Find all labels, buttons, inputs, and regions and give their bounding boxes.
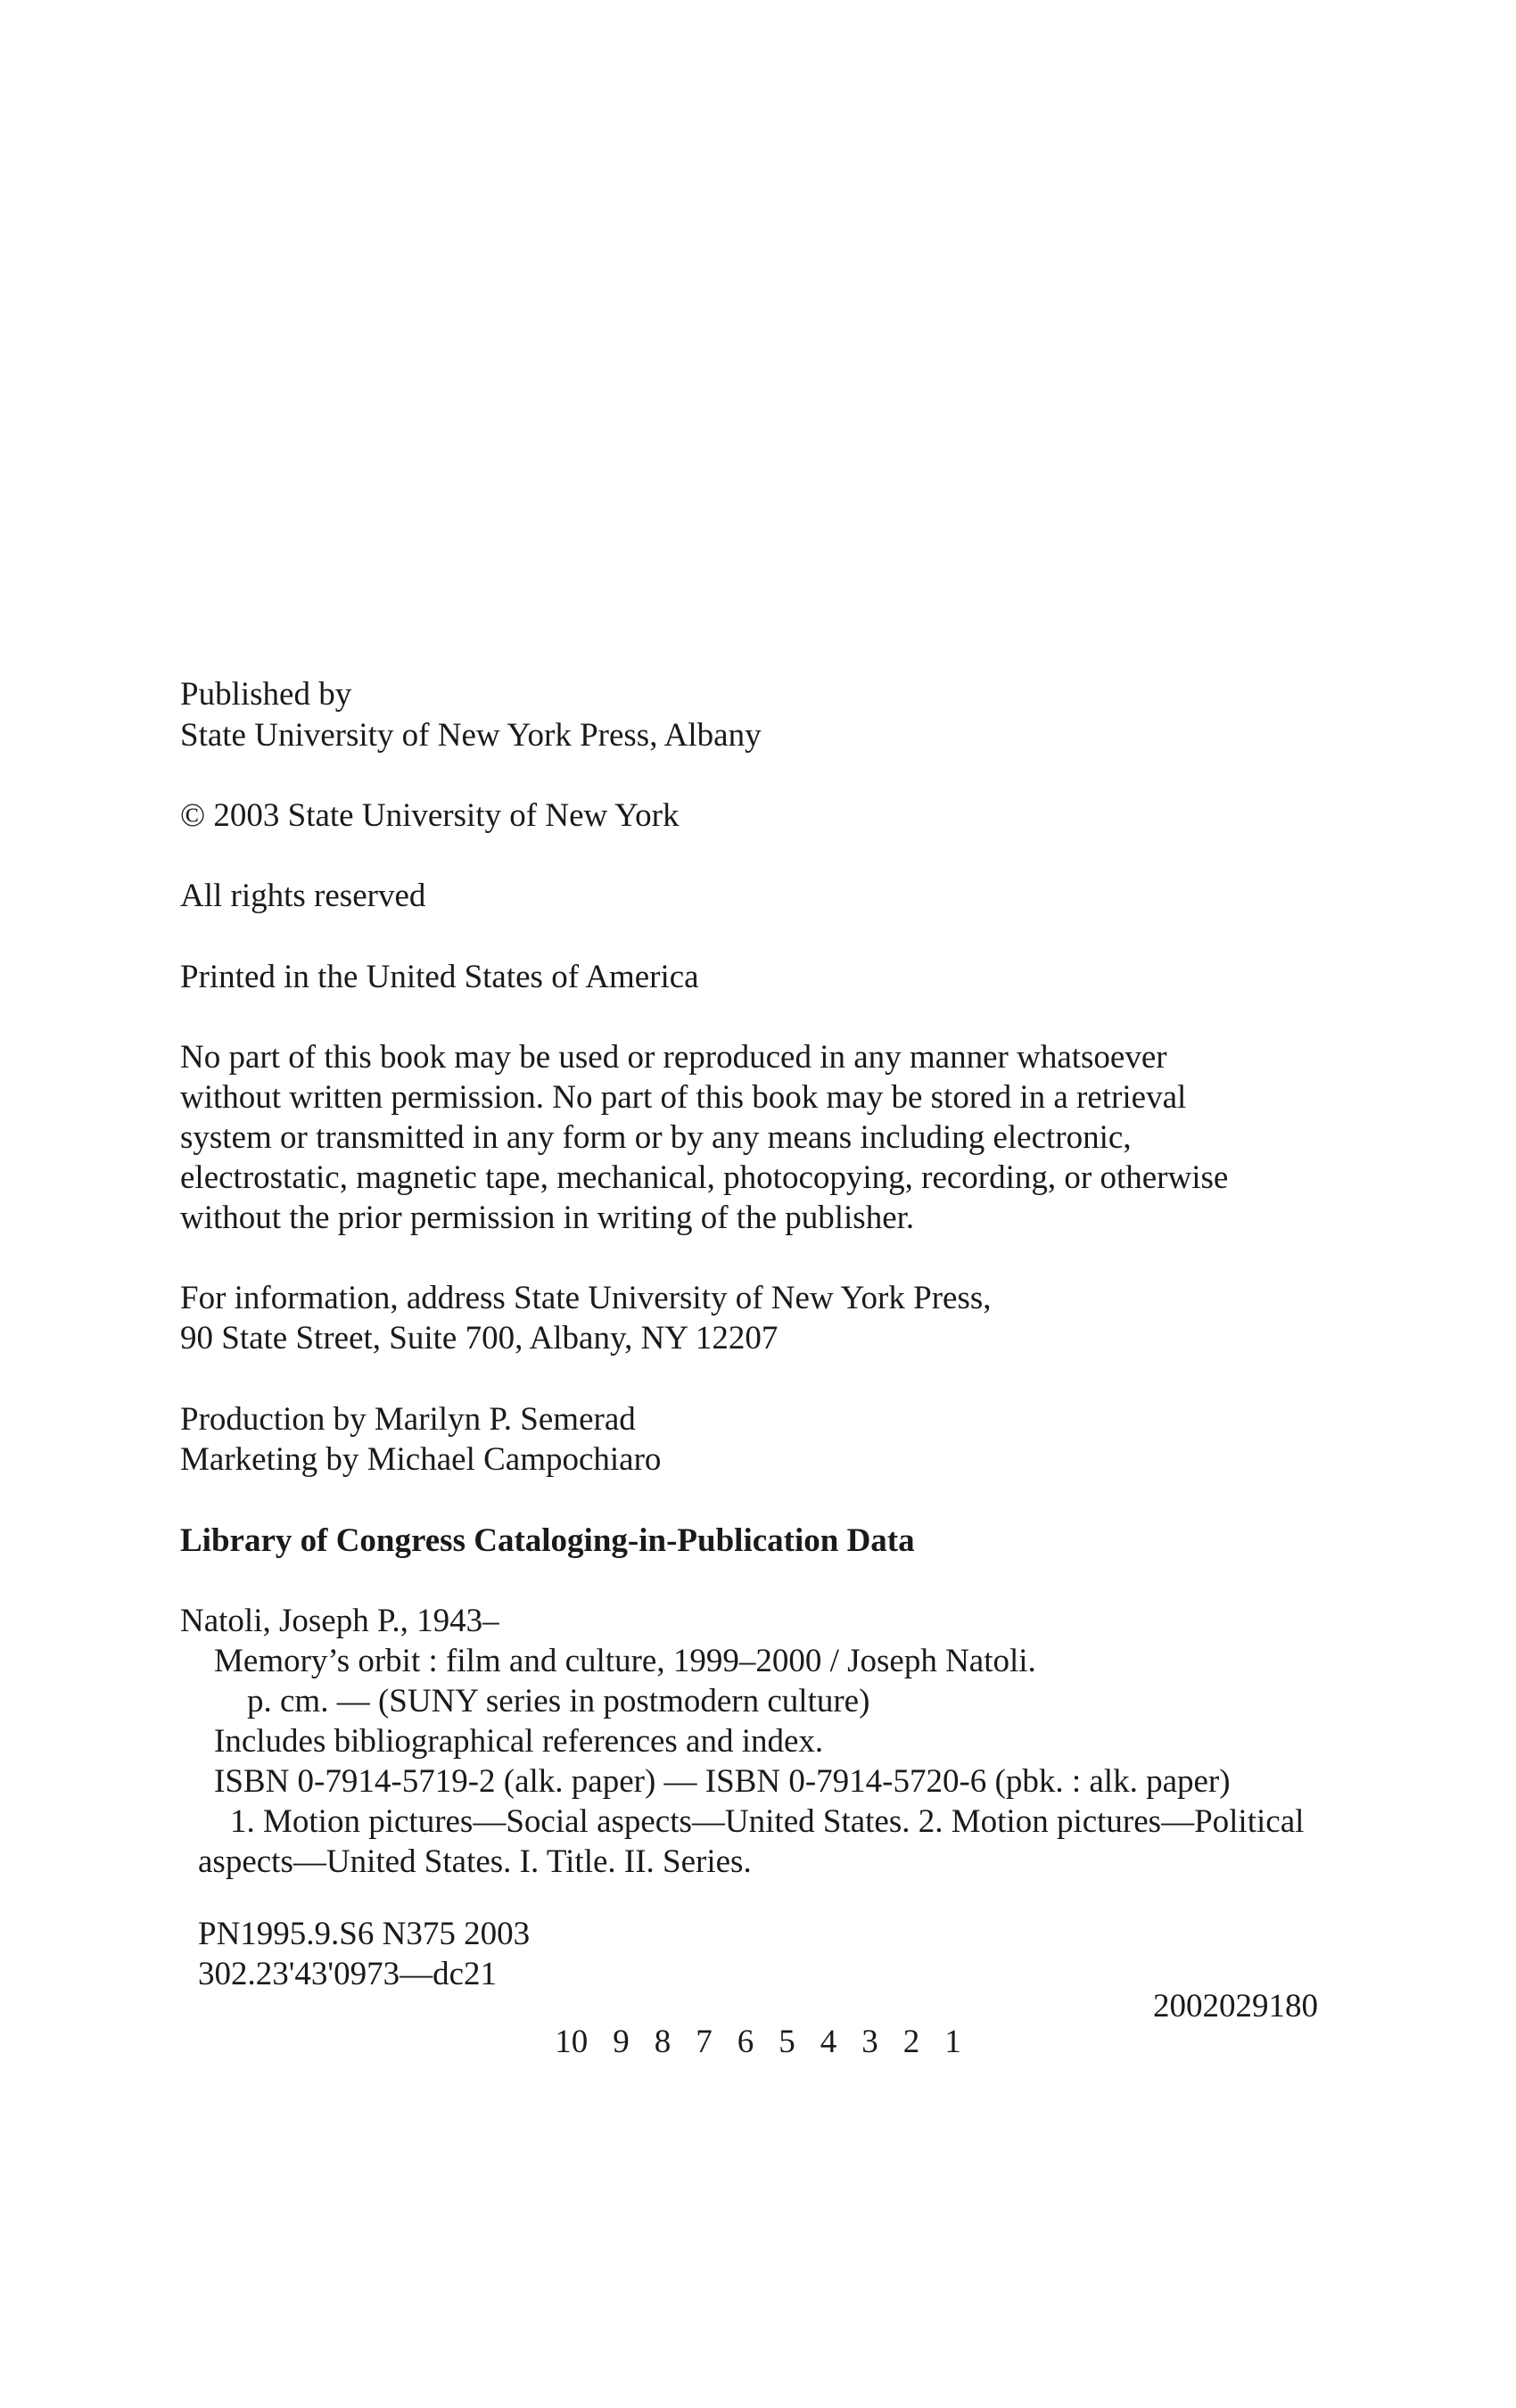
permission-line-4: electrostatic, magnetic tape, mechanical, photocopying, recording, or otherwise: [180, 1159, 1229, 1196]
cip-heading: Library of Congress Cataloging-in-Publication Data: [180, 1522, 915, 1559]
cip-notes: Includes bibliographical references and index.: [214, 1723, 824, 1760]
printing-number: 7: [696, 2024, 713, 2060]
cip-author: Natoli, Joseph P., 1943–: [180, 1603, 499, 1639]
publisher-name: State University of New York Press, Albany: [180, 717, 762, 754]
printing-number: 8: [654, 2024, 671, 2060]
printing-number: 3: [861, 2024, 878, 2060]
cip-dewey: 302.23'43'0973—dc21: [198, 1956, 498, 1992]
marketing-credit: Marketing by Michael Campochiaro: [180, 1441, 662, 1478]
copyright-notice: © 2003 State University of New York: [180, 797, 680, 834]
cip-physical: p. cm. — (SUNY series in postmodern culture): [247, 1683, 870, 1719]
printing-number: 6: [737, 2024, 754, 2060]
permission-line-1: No part of this book may be used or reproduced in any manner whatsoever: [180, 1039, 1167, 1076]
cip-lc-class: PN1995.9.S6 N375 2003: [198, 1916, 531, 1952]
published-by-label: Published by: [180, 676, 352, 713]
cip-subjects-2: aspects—United States. I. Title. II. Series.: [198, 1843, 752, 1880]
information-line-2: 90 State Street, Suite 700, Albany, NY 12207: [180, 1320, 779, 1357]
printing-number: 9: [613, 2024, 630, 2060]
production-credit: Production by Marilyn P. Semerad: [180, 1401, 636, 1438]
permission-line-3: system or transmitted in any form or by any means including electronic,: [180, 1119, 1132, 1156]
information-line-1: For information, address State University of New York Press,: [180, 1280, 992, 1316]
rights-statement: All rights reserved: [180, 878, 426, 914]
printing-number: 10: [555, 2024, 589, 2060]
printing-number: 4: [820, 2024, 837, 2060]
permission-line-5: without the prior permission in writing of the publisher.: [180, 1200, 915, 1236]
permission-line-2: without written permission. No part of this book may be stored in a retrieval: [180, 1079, 1187, 1116]
printing-number: 5: [779, 2024, 795, 2060]
cip-lccn: 2002029180: [1153, 1988, 1318, 2025]
cip-subjects-1: 1. Motion pictures—Social aspects—United States. 2. Motion pictures—Political: [230, 1803, 1305, 1840]
printing-line: [0, 2022, 1516, 2063]
printed-location: Printed in the United States of America: [180, 959, 699, 995]
printing-number: 1: [944, 2024, 961, 2060]
cip-title: Memory’s orbit : film and culture, 1999–2000 / Joseph Natoli.: [214, 1643, 1036, 1679]
printing-number: 2: [902, 2024, 920, 2060]
cip-isbn: ISBN 0-7914-5719-2 (alk. paper) — ISBN 0-7914-5720-6 (pbk. : alk. paper): [214, 1763, 1231, 1800]
